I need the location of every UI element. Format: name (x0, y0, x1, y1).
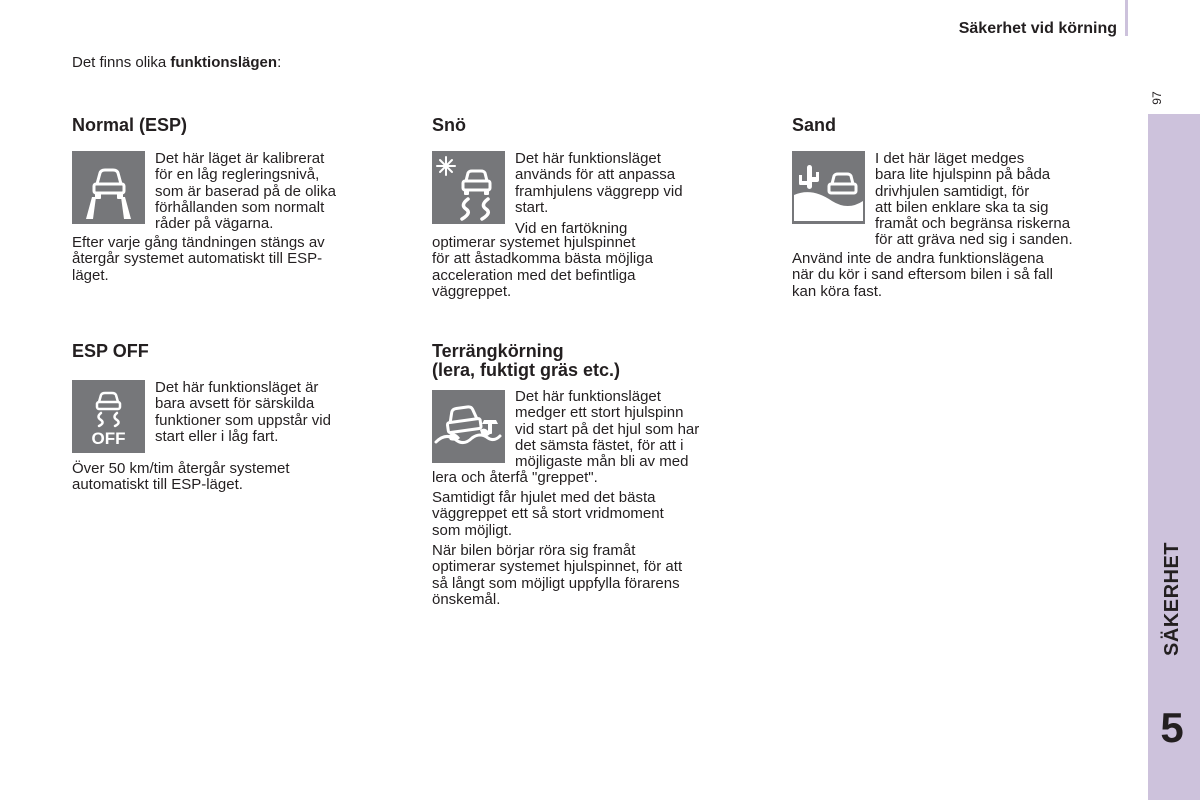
mud-terrain-icon (432, 390, 505, 463)
text-line: det sämsta fästet, för att i (515, 436, 684, 454)
off-label: OFF (91, 429, 126, 448)
text-line: lera och återfå "greppet". (432, 469, 598, 486)
text-line: bara avsett för särskilda (155, 395, 315, 413)
sno-extra-text (432, 235, 772, 300)
text-line: Använd inte de andra funktionslägena (792, 250, 1044, 267)
text-line: Det här läget är kalibrerat (155, 150, 325, 167)
terrain-extra-2 (432, 490, 782, 539)
normal-description (155, 151, 405, 232)
text-line: så långt som möjligt uppfylla förarens (432, 574, 680, 592)
text-line: Det här funktionsläget är (155, 379, 319, 396)
text-line: När bilen börjar röra sig framåt (432, 542, 636, 559)
title-line: Terrängkörning (432, 341, 564, 361)
section-title-sand: Sand (792, 115, 837, 135)
header-divider (1125, 0, 1128, 36)
text-line: automatiskt till ESP-läget. (72, 476, 243, 494)
intro-suffix: : (277, 54, 282, 71)
text-line: som är baserad på de olika (155, 182, 336, 200)
text-line: möjligaste mån bli av med (515, 453, 689, 471)
text-line: bara lite hjulspinn på båda (875, 166, 1051, 184)
title-line: (lera, fuktigt gräs etc.) (432, 360, 621, 380)
sno-description (515, 151, 765, 237)
page-header-title: Säkerhet vid körning (958, 20, 1117, 37)
text-line: kan köra fast. (792, 282, 883, 300)
text-line: förhållanden som normalt (155, 198, 325, 216)
text-line: I det här läget medges (875, 150, 1025, 167)
text-line: Vid en fartökning (515, 220, 628, 238)
text-line: för att gräva ned sig i sanden. (875, 231, 1073, 249)
sand-description (875, 151, 1145, 249)
text-line: vid start på det hjul som har (515, 420, 700, 438)
normal-extra-text (72, 235, 412, 284)
text-line: råder på vägarna. (155, 215, 274, 233)
sand-extra-text (792, 251, 1142, 300)
text-line: medger ett stort hjulspinn (515, 404, 684, 422)
page-number: 97 (1150, 91, 1164, 105)
esp-off-extra-text (72, 461, 412, 494)
text-line: acceleration med det befintliga (432, 266, 636, 284)
sand-mode-icon (792, 151, 865, 224)
text-line: framhjulens väggrepp vid (515, 182, 683, 200)
text-line: Det här funktionsläget (515, 388, 661, 405)
text-line: väggreppet ett så stort vridmoment (432, 505, 664, 523)
text-line: optimerar systemet hjulspinnet, för att (432, 558, 683, 576)
text-line: optimerar systemet hjulspinnet (432, 234, 636, 251)
text-line: väggreppet. (432, 282, 512, 300)
text-line: som möjligt. (432, 521, 513, 539)
chapter-number: 5 (1160, 704, 1184, 751)
chapter-side-tab (1148, 114, 1200, 800)
section-title-terrain (432, 342, 620, 380)
intro-text (72, 54, 281, 71)
text-line: för att åstadkomma bästa möjliga (432, 250, 653, 268)
section-title-sno: Snö (432, 115, 466, 135)
text-line: används för att anpassa (515, 166, 676, 184)
text-line: Det här funktionsläget (515, 150, 661, 167)
section-title-normal: Normal (ESP) (72, 115, 188, 135)
text-line: framåt och begränsa riskerna (875, 215, 1071, 233)
text-line: när du kör i sand eftersom bilen i så fall (792, 266, 1053, 284)
terrain-extra-3 (432, 543, 782, 608)
intro-bold: funktionslägen (170, 54, 278, 71)
intro-plain: Det finns olika (72, 54, 171, 71)
text-line: start. (515, 198, 549, 216)
chapter-label: SÄKERHET (1161, 541, 1183, 656)
text-line: start eller i låg fart. (155, 427, 279, 445)
terrain-description (515, 389, 775, 470)
section-title-esp-off: ESP OFF (72, 341, 149, 361)
text-line: Samtidigt får hjulet med det bästa (432, 489, 656, 506)
text-line: för en låg regleringsnivå, (155, 166, 320, 184)
text-line: läget. (72, 266, 109, 284)
text-line: Efter varje gång tändningen stängs av (72, 234, 325, 251)
normal-road-icon (72, 151, 145, 224)
esp-off-description (155, 380, 405, 445)
snow-mode-icon (432, 151, 505, 224)
text-line: funktioner som uppstår vid (155, 411, 331, 429)
text-line: återgår systemet automatiskt till ESP- (72, 250, 323, 268)
text-line: att bilen enklare ska ta sig (875, 198, 1049, 216)
text-line: Över 50 km/tim återgår systemet (72, 460, 290, 477)
text-line: önskemål. (432, 590, 501, 608)
text-line: drivhjulen samtidigt, för (875, 182, 1030, 200)
esp-off-icon (72, 380, 145, 453)
terrain-extra-1 (432, 470, 782, 486)
